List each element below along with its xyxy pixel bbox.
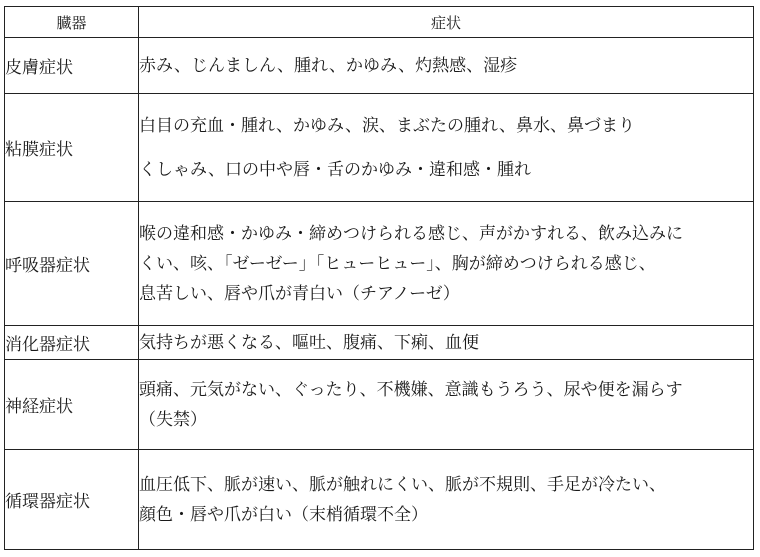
symptom-line: くい、咳、「ゼーゼー」「ヒューヒュー」、胸が締めつけられる感じ、 — [139, 253, 656, 274]
organ-cell: 循環器症状 — [5, 450, 139, 550]
symptom-line: （失禁） — [139, 409, 207, 430]
symptom-line: 赤み、じんましん、腫れ、かゆみ、灼熱感、湿疹 — [139, 55, 518, 76]
table-row — [5, 360, 754, 450]
organ-cell: 皮膚症状 — [5, 38, 139, 94]
table-row — [5, 326, 754, 360]
symptom-cell — [139, 326, 754, 360]
spacer — [139, 141, 753, 155]
header-row — [5, 7, 754, 38]
symptom-cell — [139, 94, 754, 202]
symptom-cell — [139, 360, 754, 450]
symptom-line: 血圧低下、脈が速い、脈が触れにくい、脈が不規則、手足が冷たい、 — [139, 474, 666, 495]
symptom-line: 頭痛、元気がない、ぐったり、不機嫌、意識もうろう、尿や便を漏らす — [139, 379, 683, 400]
symptom-line: 息苦しい、唇や爪が青白い（チアノーゼ） — [139, 283, 460, 304]
symptom-line: 白目の充血・腫れ、かゆみ、涙、まぶたの腫れ、鼻水、鼻づまり — [139, 115, 636, 136]
table-row — [5, 450, 754, 550]
symptom-line: くしゃみ、口の中や唇・舌のかゆみ・違和感・腫れ — [139, 159, 532, 180]
header-organ: 臓器 — [5, 7, 139, 38]
symptom-line: 気持ちが悪くなる、嘔吐、腹痛、下痢、血便 — [139, 332, 479, 353]
symptom-cell — [139, 38, 754, 94]
organ-cell: 呼吸器症状 — [5, 202, 139, 326]
table-row — [5, 94, 754, 202]
organ-cell: 粘膜症状 — [5, 94, 139, 202]
symptom-cell — [139, 450, 754, 550]
symptom-table — [4, 6, 754, 550]
symptom-line: 喉の違和感・かゆみ・締めつけられる感じ、声がかすれる、飲み込みに — [139, 223, 683, 244]
organ-cell: 神経症状 — [5, 360, 139, 450]
symptom-cell — [139, 202, 754, 326]
table-row — [5, 38, 754, 94]
header-symptoms: 症状 — [139, 7, 754, 38]
symptom-line: 顔色・唇や爪が白い（末梢循環不全） — [139, 504, 428, 525]
organ-cell: 消化器症状 — [5, 326, 139, 360]
table-row — [5, 202, 754, 326]
